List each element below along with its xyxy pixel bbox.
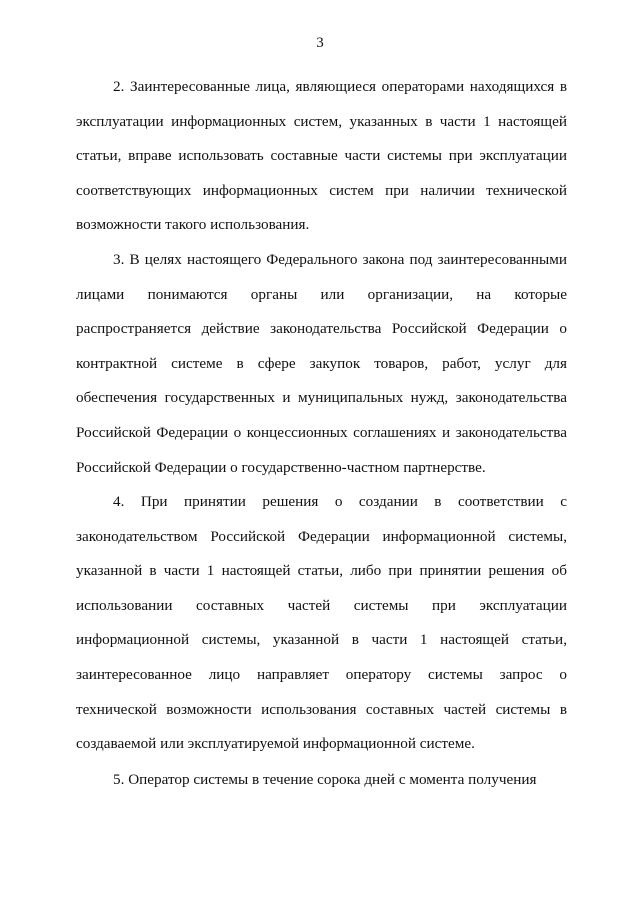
- paragraph-5: 5. Оператор системы в течение сорока дней с момента получения: [113, 771, 537, 788]
- paragraph-3: 3. В целях настоящего Федерального закона под заинтересованными лицами понимаются органы или организации, на которые распространяется действие законодательства Российской Федерации о контрактной системе в сфере закупок товаров, работ, услуг для обеспечения государственных и муниципальных нужд, законодательства Российской Федерации о концессионных соглашениях и законодательства Российской Федерации о государственно-частном партнерстве.: [76, 251, 567, 476]
- paragraph-2: 2. Заинтересованные лица, являющиеся операторами находящихся в эксплуатации информационных систем, указанных в части 1 настоящей статьи, вправе использовать составные части системы при эксплуатации соответствующих информационных систем при наличии технической возможности такого использования.: [76, 78, 567, 234]
- page-number: 3: [316, 35, 324, 51]
- paragraph-4: 4. При принятии решения о создании в соответствии с законодательством Российской Федерации информационной системы, указанной в части 1 настоящей статьи, либо при принятии решения об использовании составных частей системы при эксплуатации информационной системы, указанной в части 1 настоящей статьи, заинтересованное лицо направляет оператору системы запрос о технической возможности использования составных частей системы в создаваемой или эксплуатируемой информационной системе.: [76, 493, 567, 753]
